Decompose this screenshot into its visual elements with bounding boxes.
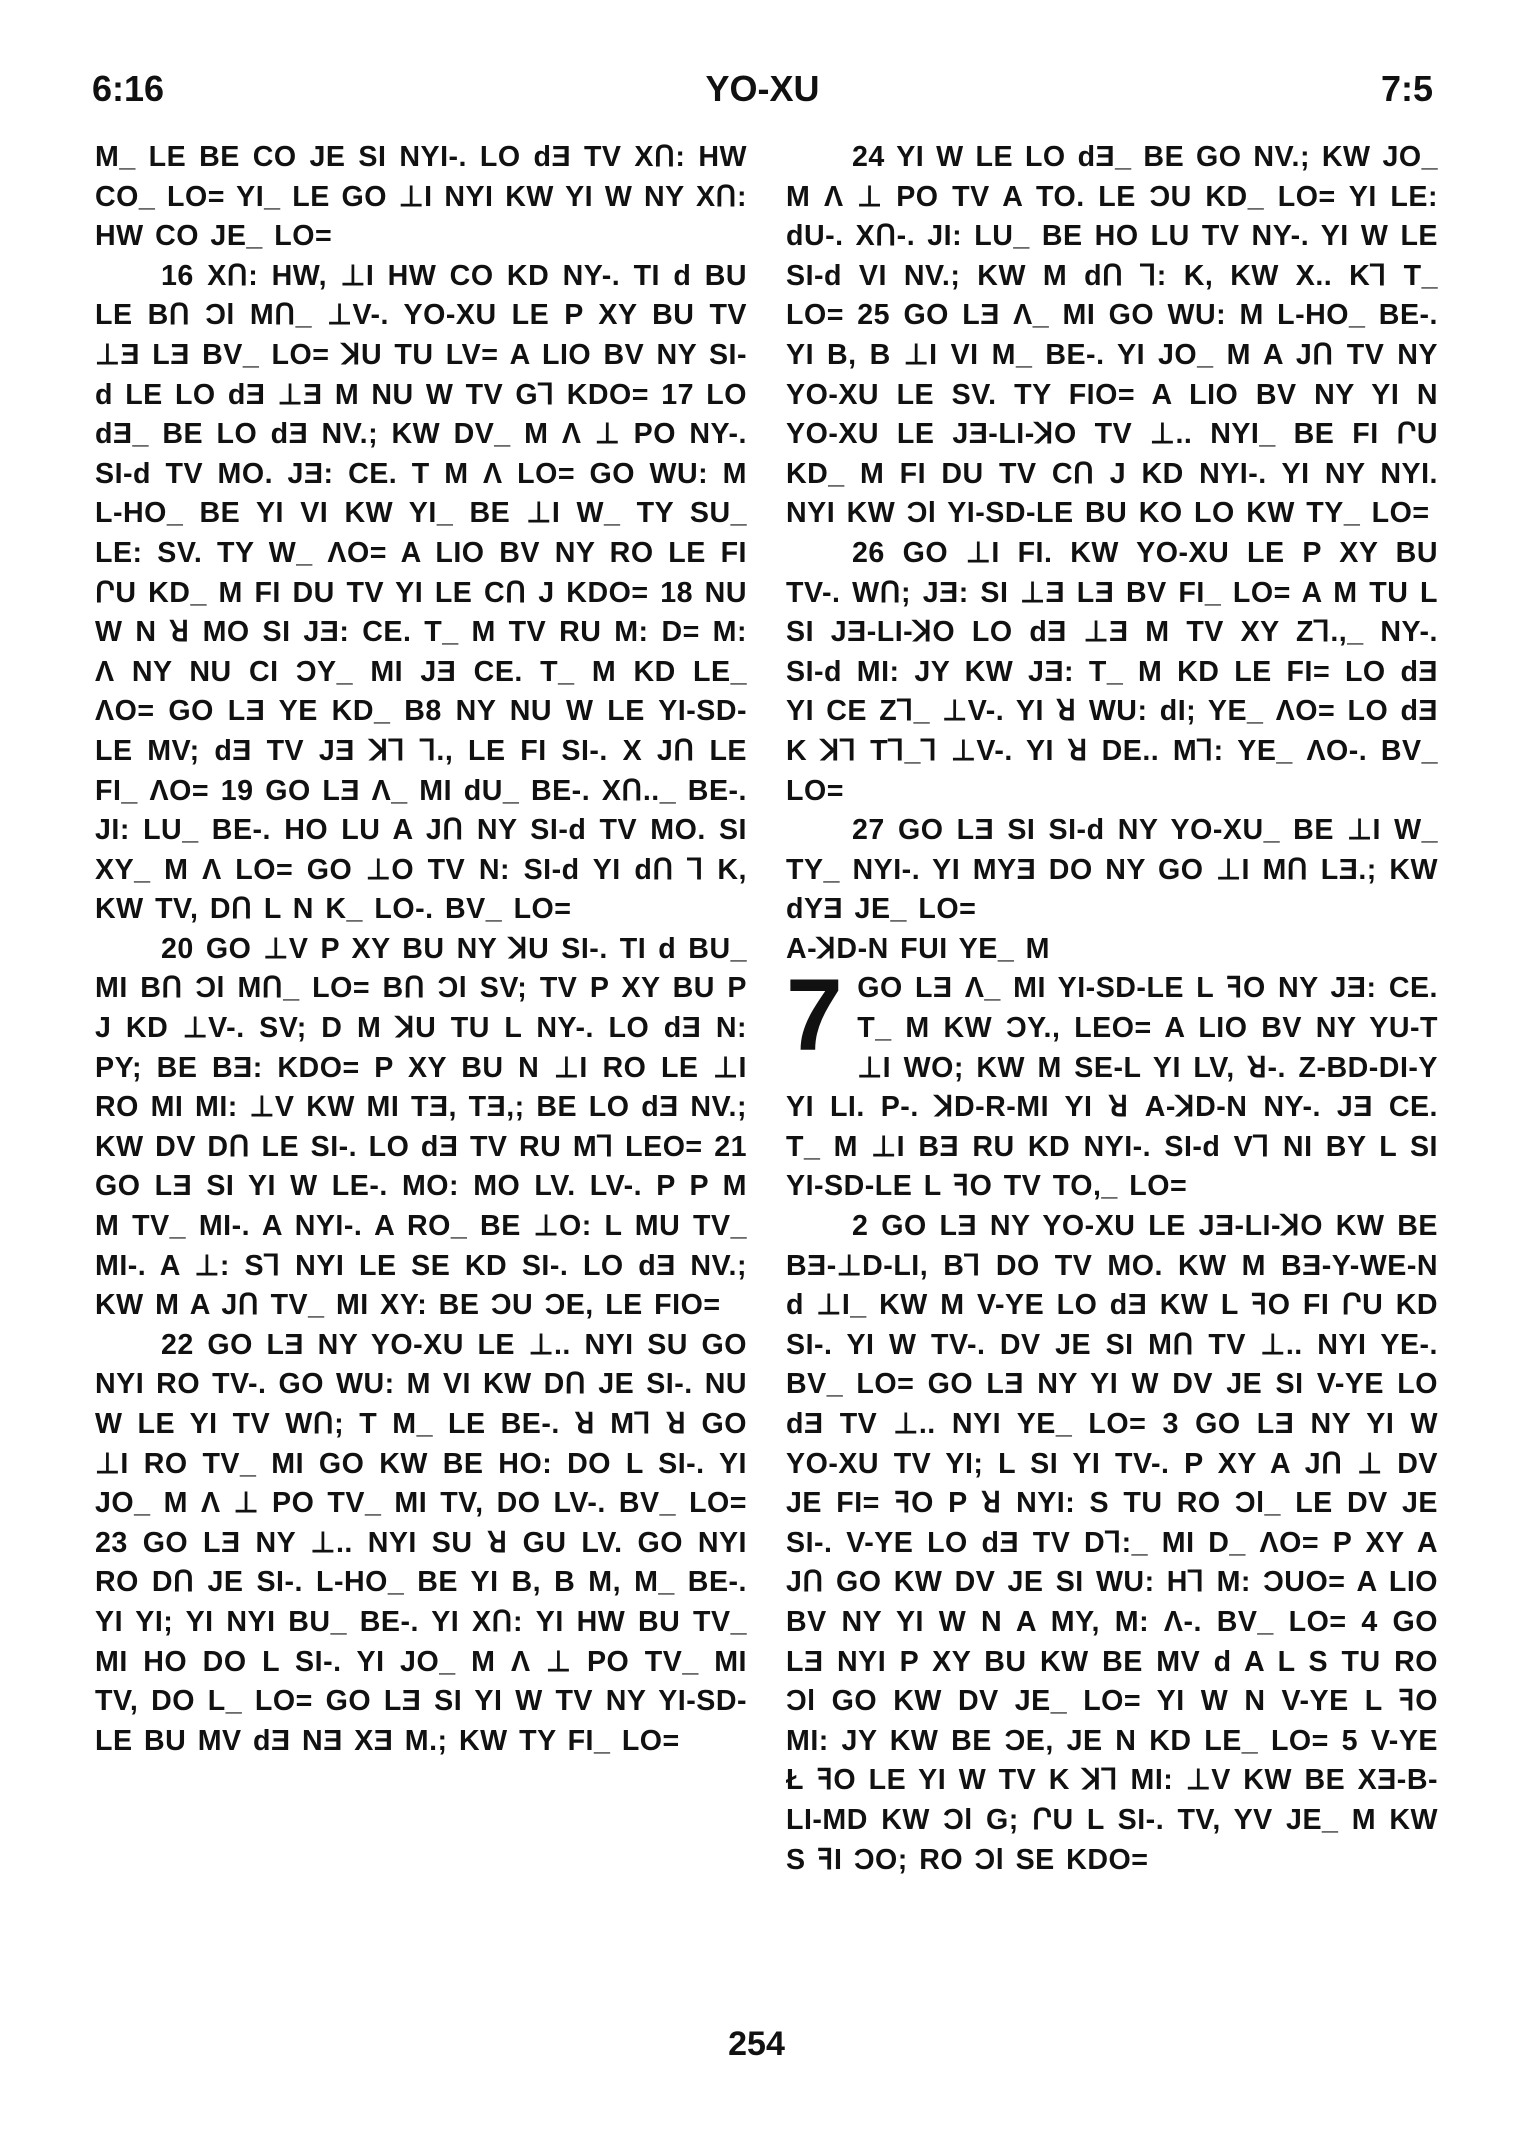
verse-number: 23 — [95, 1526, 128, 1559]
chapter-number: 7 — [786, 958, 844, 1073]
paragraph — [95, 138, 747, 257]
verse-text: V-YE Ł ꟻO LE YI W TV K ꓘꓶ MI: ⊥V KW BE XƎ-B-LI-MD KW Ɔl G; ՐU L SI-. TV, YV JE_ M KW S ꟻI ƆO; RO Ɔl SE KDO= — [786, 1724, 1438, 1876]
verse-text: GO LƎ SI YI W LE-. MO: MO LV. LV-. P P M M TV_ MI-. A NYI-. A RO_ BE ⊥O: L MU TV_ MI-. A ⊥: Sꓶ NYI LE SE KD SI-. LO dƎ NV.; KW M A JՈ TV_ MI XY: BE ƆU ƆE, LE FIO= — [95, 1170, 747, 1322]
verse-number: 25 — [857, 299, 891, 332]
verse-number: 3 — [1162, 1408, 1179, 1440]
verse-text: GO LƎ NY YO-XU LE ⊥.. NYI SU GO NYI RO TV-. GO WU: M VI KW DՈ JE SI-. NU W LE YI TV WՈ; T M_ LE BE-. ꓤ Mꓶ ꓤ GO ⊥I RO TV_ MI GO KW BE HO: DO L SI-. YI JO_ M Λ ⊥ PO TV_ MI TV, DO LV-. BV_ LO= — [95, 1328, 747, 1520]
verse-number: 4 — [1361, 1605, 1378, 1638]
header-book-title: YO-XU — [705, 68, 820, 109]
chapter-opening-paragraph — [786, 958, 1438, 1207]
paragraph — [786, 138, 1438, 534]
verse-number: 16 — [161, 259, 194, 292]
verse-text: YI W LE LO dƎ_ BE GO NV.; KW JO_ M Λ ⊥ PO TV A TO. LE ƆU KD_ LO= YI LE: dU-. XՈ-. JI: LU_ BE HO LU TV NY-. YI W LE SI-d VI NV.; KW M dՈ ꓶ: K, KW X.. Kꓶ T_ LO= — [786, 141, 1438, 332]
right-column-bottom-text — [786, 1207, 1438, 1880]
paragraph — [95, 930, 747, 1326]
verse-number: 18 — [660, 576, 694, 609]
verse-text: GO LƎ Λ_ MI GO WU: M L-HO_ BE-. YI B, B ⊥I VI M_ BE-. YI JO_ M A JՈ TV NY YO-XU LE SV. TY FIO= A LIO BV NY YI N YO-XU LE JƎ-LI-ꓘO TV ⊥.. NYI_ BE FI ՐU KD_ M FI DU TV CՈ J KD NYI-. YI NY NYI. NYI KW Ɔl YI-SD-LE BU KO LO KW TY_ LO= — [786, 299, 1438, 530]
verse-number: 17 — [661, 378, 695, 411]
verse-text: GO LƎ NY ⊥.. NYI SU ꓤ GU LV. GO NYI RO DՈ JE SI-. L-HO_ BE YI B, B M, M_ BE-. YI YI; YI NYI BU_ BE-. YI XՈ: YI HW BU TV_ MI HO DO L SI-. YI JO_ M Λ ⊥ PO TV_ MI TV, DO L_ LO= GO LƎ SI YI W TV NY YI-SD-LE BU MV dƎ NƎ XƎ M.; KW TY FI_ LO= — [95, 1526, 747, 1757]
header-left-ref: 6:16 — [92, 68, 165, 109]
verse-number: 2 — [852, 1210, 869, 1243]
paragraph — [95, 1326, 747, 1762]
chapter-opening-text: GO LƎ Λ_ MI YI-SD-LE L ꟻO NY JƎ: CE. T_ M KW ƆY., LEO= A LIO BV NY YU-T ⊥I WO; KW M SE-L YI LV, ꓤ-. Z-BD-DI-Y YI LI. P-. ꓘD-R-MI YI ꓤ A-ꓘD-N NY-. JƎ CE. T_ M ⊥I BƎ RU KD NYI-. SI-d Vꓶ NI BY L SI YI-SD-LE L ꟻO TV TO,_ LO= — [786, 972, 1438, 1203]
left-column — [95, 138, 747, 1761]
right-column-top-text — [786, 138, 1438, 930]
verse-number: 20 — [161, 932, 194, 965]
right-column — [786, 138, 1438, 1880]
section-title: A-ꓘD-N FUI YE_ M — [786, 932, 1050, 965]
paragraph — [95, 257, 747, 930]
verse-text: GO LƎ NYI P XY BU KW BE MV d A L S TU RO Ɔl GO KW DV JE_ LO= YI W N V-YE L ꟻO MI: JY KW BE ƆE, JE N KD LE_ LO= — [786, 1605, 1439, 1757]
verse-number: 5 — [1341, 1724, 1359, 1757]
verse-number: 19 — [220, 774, 254, 807]
verse-number: 21 — [714, 1130, 747, 1163]
verse-text: LO dƎ_ BE LO dƎ NV.; KW DV_ M Λ ⊥ PO NY-. SI-d TV MO. JƎ: CE. T M Λ LO= GO WU: M L-HO_ BE YI VI KW YI_ BE ⊥I W_ TY SU_ LE: SV. TY W_ ΛO= A LIO BV NY RO LE FI ՐU KD_ M FI DU TV YI LE CՈ J KDO= — [95, 378, 747, 609]
header-right-ref: 7:5 — [1380, 68, 1433, 109]
verse-text: GO ⊥V P XY BU NY ꓘU SI-. TI d BU_ MI BՈ Ɔl MՈ_ LO= BՈ Ɔl SV; TV P XY BU P J KD ⊥V-. SV; D M ꓘU TU L NY-. LO dƎ N: PY; BE BƎ: KDO= P XY BU N ⊥I RO LE ⊥I RO MI MI: ⊥V KW MI TƎ, TƎ,; BE LO dƎ NV.; KW DV DՈ LE SI-. LO dƎ TV RU Mꓶ LEO= — [95, 932, 747, 1163]
verse-text: XՈ: HW, ⊥I HW CO KD NY-. TI d BU LE BՈ Ɔl MՈ_ ⊥V-. YO-XU LE P XY BU TV ⊥Ǝ LƎ BV_ LO= ꓘU TU LV= A LIO BV NY SI-d LE LO dƎ ⊥Ǝ M NU W TV Gꓶ KDO= — [95, 259, 747, 411]
verse-number: 24 — [852, 141, 885, 173]
verse-text: GO LƎ SI SI-d NY YO-XU_ BE ⊥I W_ TY_ NYI-. YI MYƎ DO NY GO ⊥I MՈ LƎ.; KW dYƎ JE_ LO= — [786, 814, 1438, 926]
verse-number: 27 — [852, 814, 885, 847]
paragraph — [786, 534, 1438, 811]
page-header — [92, 68, 1433, 118]
verse-text: NU W N ꓤ MO SI JƎ: CE. T_ M TV RU M: D= M: Λ NY NU CI ƆY_ MI JƎ CE. T_ M KD LE_ ΛO= GO LƎ YE KD_ B8 NY NU W LE YI-SD-LE MV; dƎ TV JƎ ꓘꓶ ꓶ., LE FI SI-. X JՈ LE FI_ ΛO= — [95, 576, 747, 807]
paragraph — [786, 1207, 1438, 1880]
verse-text: GO LƎ NY YO-XU LE JƎ-LI-ꓘO KW BE BƎ-⊥D-LI, Bꓶ DO TV MO. KW M BƎ-Y-WE-N d ⊥I_ KW M V-YE LO dƎ KW L ꟻO FI ՐU KD SI-. YI W TV-. DV JE SI MՈ TV ⊥.. NYI YE-. BV_ LO= GO LƎ NY YI W DV JE SI V-YE LO dƎ TV ⊥.. NYI YE_ LO= — [786, 1210, 1438, 1440]
verse-text: GO ⊥I FI. KW YO-XU LE P XY BU TV-. WՈ; JƎ: SI ⊥Ǝ LƎ BV FI_ LO= A M TU L SI JƎ-LI-ꓘO LO dƎ ⊥Ǝ M TV XY Zꓶ.,_ NY-. SI-d MI: JY KW JƎ: T_ M KD LE FI= LO dƎ YI CE Zꓶ_ ⊥V-. YI ꓤ WU: dI; YE_ ΛO= LO dƎ K ꓘꓶ Tꓶ_ꓶ ⊥V-. YI ꓤ DE.. Mꓶ: YE_ ΛO-. BV_ LO= — [786, 536, 1438, 807]
verse-text: GO LƎ Λ_ MI dU_ BE-. XՈ.._ BE-. JI: LU_ BE-. HO LU A JՈ NY SI-d TV MO. SI XY_ M Λ LO= GO ⊥O TV N: SI-d YI dՈ ꓶ K, KW TV, DՈ L N K_ LO-. BV_ LO= — [95, 774, 747, 926]
verse-text: M_ LE BE CO JE SI NYI-. LO dƎ TV XՈ: HW CO_ LO= YI_ LE GO ⊥I NYI KW YI W NY XՈ: HW CO JE_ LO= — [95, 141, 747, 253]
verse-number: 26 — [852, 536, 885, 569]
verse-number: 22 — [161, 1328, 194, 1361]
page-number: 254 — [728, 2025, 785, 2063]
paragraph — [786, 811, 1438, 930]
verse-text: GO LƎ NY YI W YO-XU TV YI; L SI YI TV-. P XY A JՈ ⊥ DV JE FI= ꟻO P ꓤ NYI: S TU RO Ɔl_ LE DV JE SI-. V-YE LO dƎ TV Dꓶ:_ MI D_ ΛO= P XY A JՈ GO KW DV JE SI WU: Hꓶ M: ƆUO= A LIO BV NY YI W N A MY, M: Λ-. BV_ LO= — [786, 1408, 1438, 1638]
